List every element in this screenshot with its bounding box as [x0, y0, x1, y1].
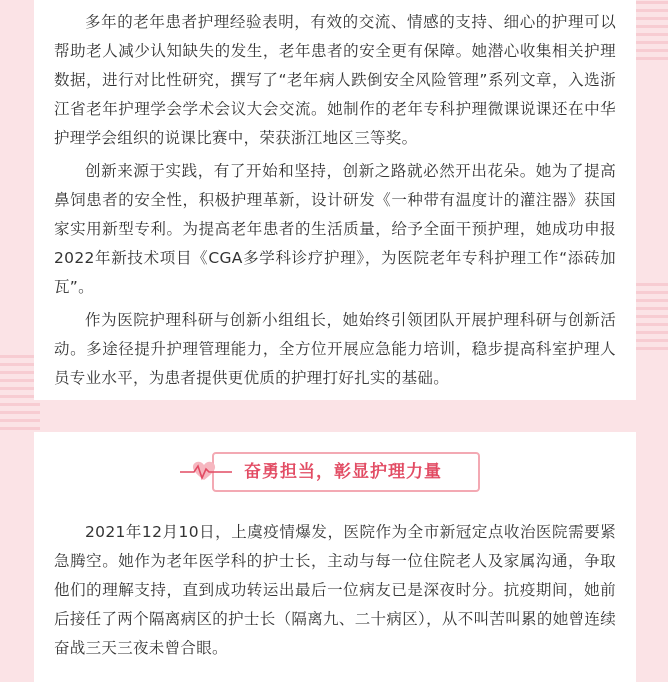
heart-pulse-icon	[178, 460, 234, 484]
article-paragraph: 作为医院护理科研与创新小组组长，她始终引领团队开展护理科研与创新活动。多途径提升护理管理能力，全方位开展应急能力培训，稳步提高科室护理人员专业水平，为患者提供更优质的护理打好扎实的基础。	[54, 311, 616, 387]
section-title-box	[212, 452, 480, 492]
article-paragraph: 2021年12月10日，上虞疫情爆发，医院作为全市新冠定点收治医院需要紧急腾空。她作为老年医学科的护士长，主动与每一位住院老人及家属沟通，争取他们的理解支持，直到成功转运出最后一位病友已是深夜时分。抗疫期间，她前后接任了两个隔离病区的护士长（隔离九、二十病区），从不叫苦叫累的她曾连续奋战三天三夜未曾合眼。	[54, 523, 616, 657]
article-paragraph: 多年的老年患者护理经验表明，有效的交流、情感的支持、细心的护理可以帮助老人减少认知缺失的发生，老年患者的安全更有保障。她潜心收集相关护理数据，进行对比性研究，撰写了“老年病人跌倒安全风险管理”系列文章，入选浙江省老年护理学会学术会议大会交流。她制作的老年专科护理微课说课还在中华护理学会组织的说课比赛中，荣获浙江地区三等奖。	[54, 13, 616, 147]
section-card	[34, 432, 636, 682]
article-paragraph: 创新来源于实践，有了开始和坚持，创新之路就必然开出花朵。她为了提高鼻饲患者的安全性，积极护理革新，设计研发《一种带有温度计的灌注器》获国家实用新型专利。为提高老年患者的生活质量，给予全面干预护理，她成功申报2022年新技术项目《CGA多学科诊疗护理》，为医院老年专科护理工作“添砖加瓦”。	[54, 162, 616, 296]
section-title: 奋勇担当，彰显护理力量	[244, 462, 442, 482]
article-card	[34, 0, 636, 400]
decorative-stripes	[632, 280, 668, 350]
